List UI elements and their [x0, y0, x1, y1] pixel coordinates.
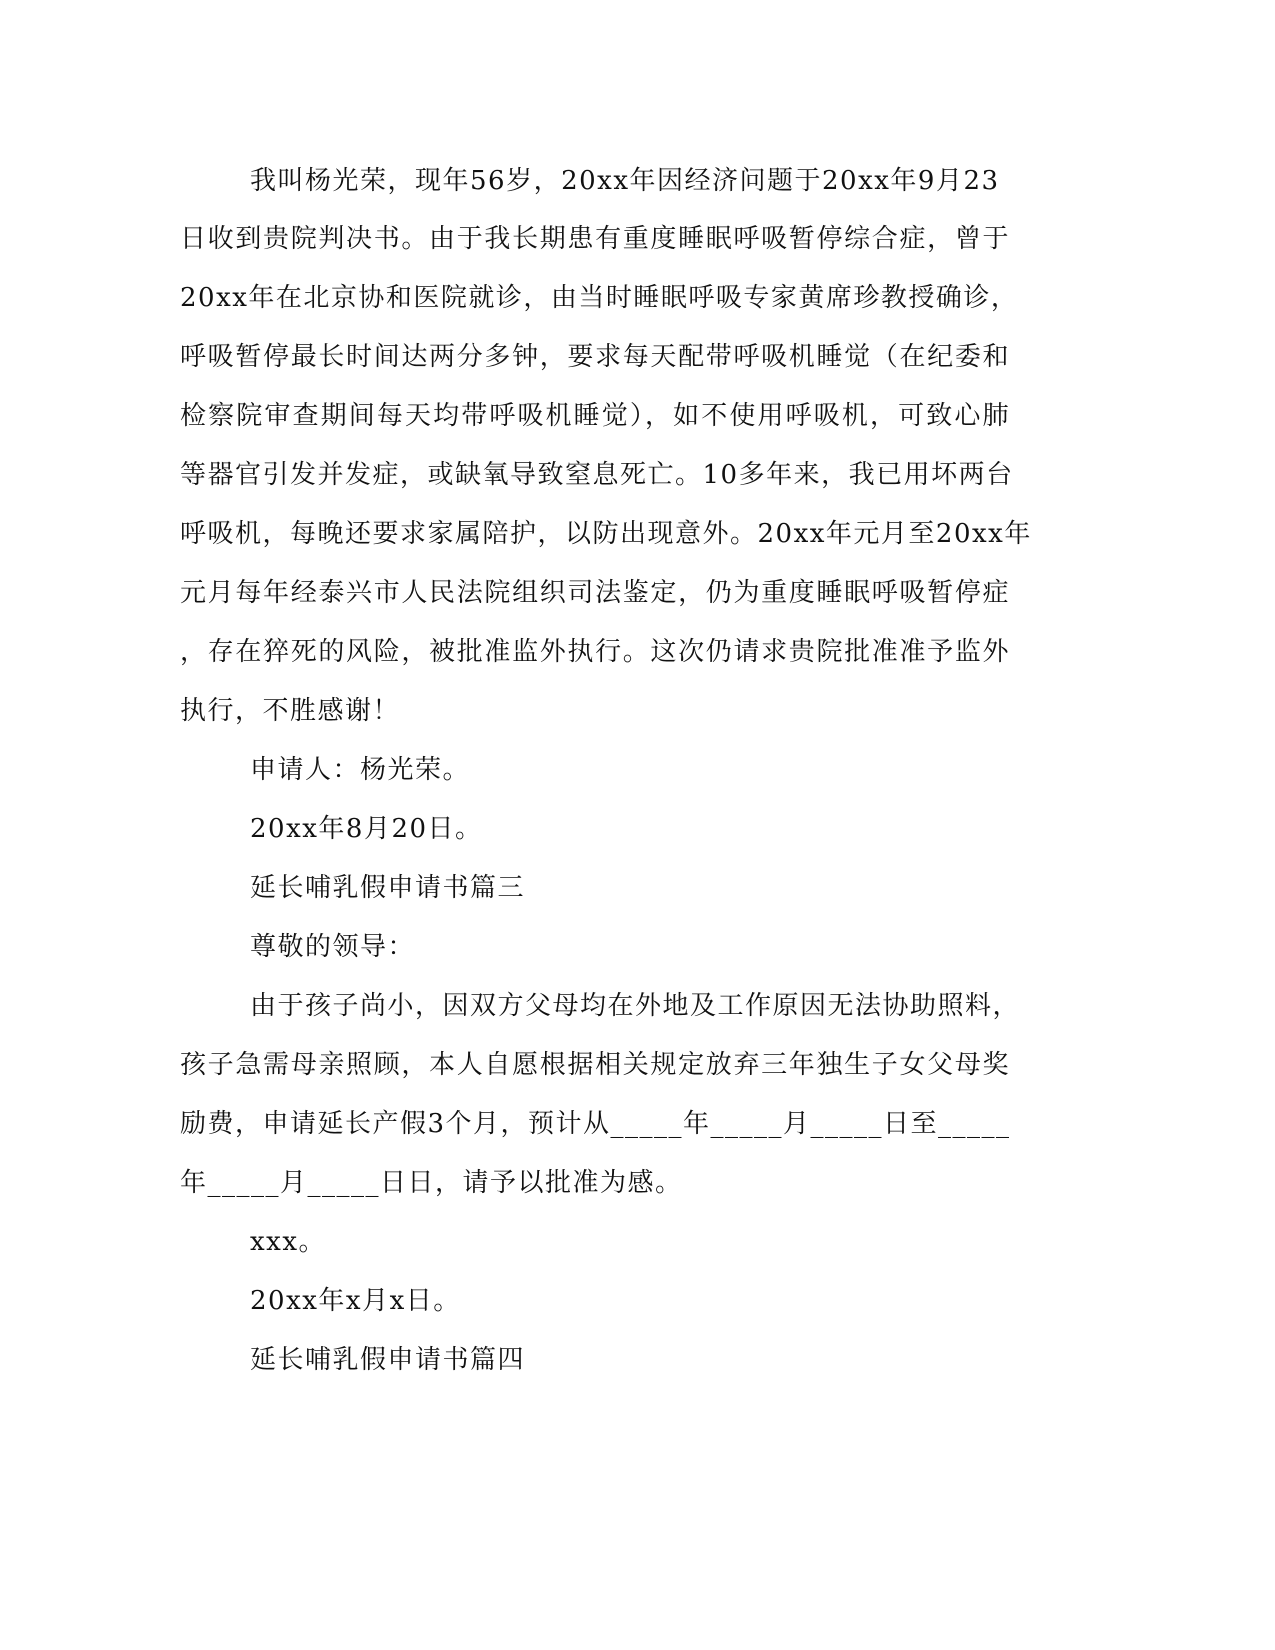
- paragraph-1-line-7: 呼吸机，每晚还要求家属陪护，以防出现意外。20xx年元月至20xx年: [180, 519, 1032, 549]
- paragraph-1-line-9: ，存在猝死的风险，被批准监外执行。这次仍请求贵院批准准予监外: [180, 637, 1010, 667]
- application-date: 20xx年8月20日。: [250, 814, 483, 844]
- paragraph-2-line-4: 年_____月_____日日，请予以批准为感。: [180, 1168, 683, 1198]
- section-heading-3: 延长哺乳假申请书篇三: [250, 873, 526, 903]
- applicant-signature: 申请人：杨光荣。: [250, 755, 471, 785]
- paragraph-1-line-10: 执行，不胜感谢！: [180, 696, 401, 726]
- paragraph-1-line-3: 20xx年在北京协和医院就诊，由当时睡眠呼吸专家黄席珍教授确诊，: [180, 283, 1019, 313]
- paragraph-1-line-4: 呼吸暂停最长时间达两分多钟，要求每天配带呼吸机睡觉（在纪委和: [180, 342, 1010, 372]
- paragraph-1-line-5: 检察院审查期间每天均带呼吸机睡觉），如不使用呼吸机，可致心肺: [180, 401, 1010, 431]
- paragraph-1-line-2: 日收到贵院判决书。由于我长期患有重度睡眠呼吸暂停综合症，曾于: [180, 224, 1010, 254]
- paragraph-1-line-6: 等器官引发并发症，或缺氧导致窒息死亡。10多年来，我已用坏两台: [180, 460, 1014, 490]
- salutation: 尊敬的领导：: [250, 932, 416, 962]
- signature: xxx。: [250, 1227, 326, 1257]
- section-heading-4: 延长哺乳假申请书篇四: [250, 1345, 526, 1375]
- paragraph-2-line-2: 孩子急需母亲照顾，本人自愿根据相关规定放弃三年独生子女父母奖: [180, 1050, 1010, 1080]
- paragraph-1-line-1: 我叫杨光荣，现年56岁，20xx年因经济问题于20xx年9月23: [250, 166, 1000, 196]
- paragraph-2-line-3: 励费，申请延长产假3个月，预计从_____年_____月_____日至_____: [180, 1109, 1011, 1139]
- paragraph-2-line-1: 由于孩子尚小，因双方父母均在外地及工作原因无法协助照料，: [250, 991, 1021, 1021]
- signature-date: 20xx年x月x日。: [250, 1286, 461, 1316]
- paragraph-1-line-8: 元月每年经泰兴市人民法院组织司法鉴定，仍为重度睡眠呼吸暂停症: [180, 578, 1010, 608]
